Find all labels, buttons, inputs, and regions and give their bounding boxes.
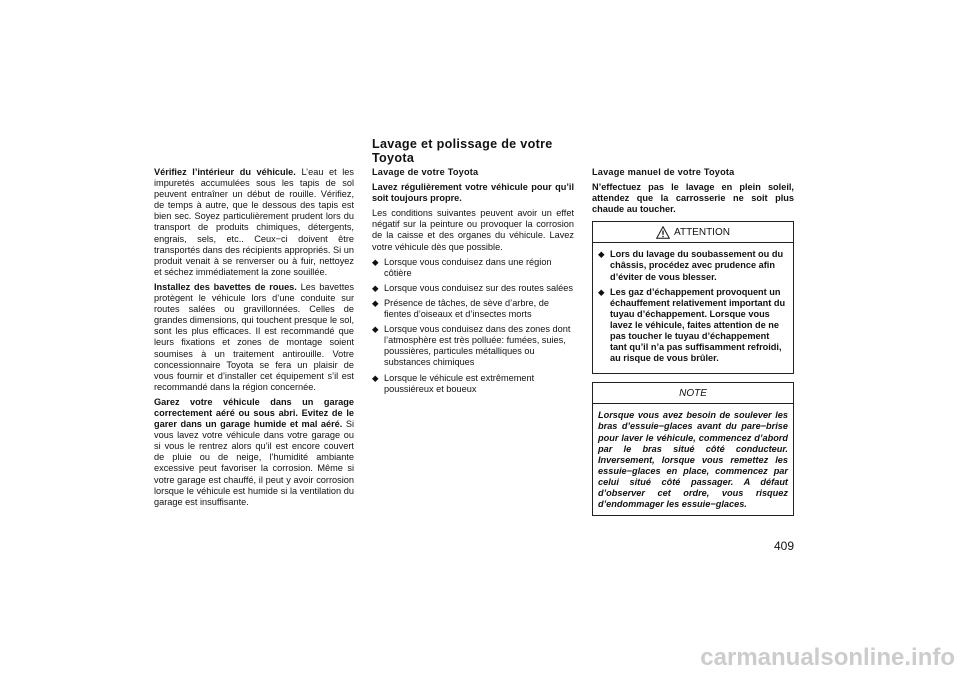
bold-intro: N’effectuez pas le lavage en plein soleil, attendez que la carrosserie ne soit plus chaude au toucher. — [592, 182, 794, 215]
list-item — [598, 249, 788, 282]
paragraph-body: Si vous lavez votre véhicule dans votre garage ou si vous le rentrez alors qu’il est encore couvert de pluie ou de neige, l’humidité ambiante excessive peut favoriser la corrosion. Même si votre garage est chauffé, il peut y avoir corrosion lorsque le véhicule est humide si la ventilation du garage est insuffisante. — [154, 419, 354, 507]
left-column — [154, 167, 354, 512]
condition-list — [372, 257, 574, 395]
middle-column — [372, 167, 574, 399]
page-number: 409 — [774, 539, 795, 553]
list-item — [598, 287, 788, 365]
list-item-text: Lorsque vous conduisez dans une région côtière — [384, 256, 552, 278]
page-title: Lavage et polissage de votre Toyota — [372, 137, 553, 165]
attention-header — [593, 222, 793, 243]
paragraph-garage — [154, 397, 354, 508]
paragraph-lead: Vérifiez l’intérieur du véhicule. — [154, 167, 296, 177]
paragraph-interior-check — [154, 167, 354, 278]
note-box — [592, 382, 794, 516]
watermark-text: carmanualsonline.info — [700, 644, 955, 671]
intro-paragraph: Les conditions suivantes peuvent avoir un effet négatif sur la peinture ou provoquer la corrosion de la caisse et des organes du véhicule. Lavez votre véhicule dès que possible. — [372, 208, 574, 252]
paragraph-mud-flaps — [154, 282, 354, 393]
note-text: Lorsque vous avez besoin de soulever les bras d’essuie−glaces avant du pare−brise pour laver le véhicule, commencez d’abord par le bras situé côté conducteur. Inversement, lorsque vous remettez les essuie−glaces en place, commencez par celui situé côté passager. A défaut d’observer cet ordre, vous risquez d’endommager les essuie−glaces. — [598, 410, 788, 510]
warning-triangle-icon — [656, 226, 670, 239]
attention-box — [592, 221, 794, 374]
list-item — [372, 324, 574, 368]
list-item-text: Lors du lavage du soubassement ou du châssis, procédez avec prudence afin d’éviter de vous blesser. — [610, 249, 784, 282]
list-item-text: Lorsque vous conduisez dans des zones dont l’atmosphère est très polluée: fumées, suies, poussières, particules métalliques ou substances chimiques — [384, 324, 571, 368]
paragraph-lead: Installez des bavettes de roues. — [154, 281, 297, 292]
list-item-text: Lorsque le véhicule est extrêmement poussiéreux et boueux — [384, 372, 535, 394]
diamond-bullet-icon: ◆ — [598, 249, 605, 260]
note-label: NOTE — [679, 387, 707, 399]
paragraph-body: Les bavettes protègent le véhicule lors d’une conduite sur routes salées ou gravillonnées. Celles de grandes dimensions, qui touchent presque le sol, sont les plus efficaces. Il est recommandé que leurs fixations et zones de montage soient soumises à un traitement antirouille. Votre concessionnaire Toyota se fera un plaisir de vous fournir et d’installer cet équipement s’il est recommandé dans la région concernée. — [154, 281, 354, 392]
paragraph-body: L’eau et les impuretés accumulées sous les tapis de sol peuvent entraîner un début de rouille. Vérifiez, de temps à autre, que le dessous des tapis est bien sec. Soyez particulièrement prudent lors du transport de produits chimiques, détergents, engrais, sels, etc.. Ceux−ci doivent être transportés dans des récipients appropriés. Si un produit venait à se renverser ou à fuir, nettoyez et séchez immédiatement la zone souillée. — [154, 167, 355, 277]
list-item-text: Les gaz d’échappement provoquent un échauffement relativement important du tuyau d’échappement. Lorsque vous lavez le véhicule, faites attention de ne pas toucher le tuyau d’échappement tant qu’il n’a pas suffisamment refroidi, au risque de vous brûler. — [610, 286, 786, 364]
bold-intro: Lavez régulièrement votre véhicule pour qu’il soit toujours propre. — [372, 182, 574, 204]
diamond-bullet-icon: ◆ — [372, 324, 379, 335]
diamond-bullet-icon: ◆ — [372, 256, 379, 267]
section-subtitle: Lavage de votre Toyota — [372, 167, 479, 177]
list-item-text: Lorsque vous conduisez sur des routes salées — [384, 282, 573, 293]
diamond-bullet-icon: ◆ — [372, 297, 379, 308]
right-column — [592, 167, 794, 516]
list-item — [372, 283, 574, 294]
list-item — [372, 298, 574, 320]
paragraph-lead: Garez votre véhicule dans un garage correctement aéré ou sous abri. Evitez de le garer dans un garage humide et mal aéré. — [154, 396, 354, 430]
diamond-bullet-icon: ◆ — [372, 372, 379, 383]
list-item — [372, 373, 574, 395]
list-item-text: Présence de tâches, de sève d’arbre, de fientes d’oiseaux et d’insectes morts — [384, 297, 549, 320]
list-item — [372, 257, 574, 279]
section-subtitle: Lavage manuel de votre Toyota — [592, 167, 735, 177]
attention-body — [593, 243, 793, 373]
note-header — [593, 383, 793, 404]
diamond-bullet-icon: ◆ — [598, 286, 605, 297]
attention-label: ATTENTION — [674, 226, 730, 238]
diamond-bullet-icon: ◆ — [372, 282, 379, 293]
